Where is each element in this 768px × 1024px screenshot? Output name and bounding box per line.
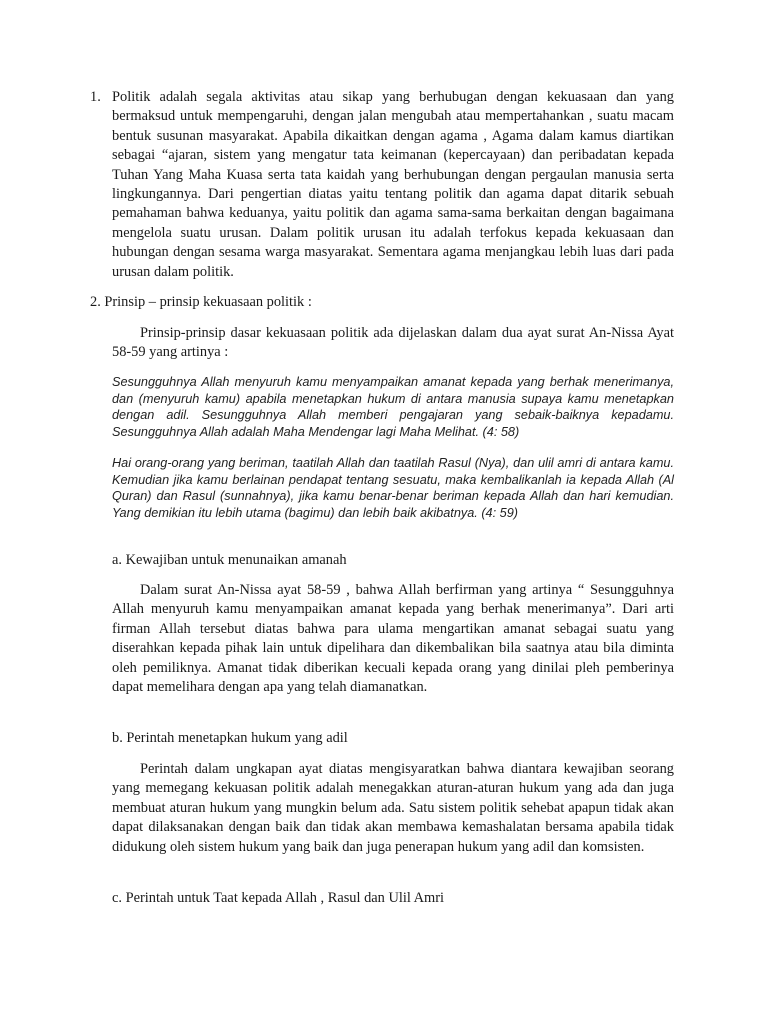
section-b-heading: b. Perintah menetapkan hukum yang adil [112,730,348,746]
section-c-heading: c. Perintah untuk Taat kepada Allah , Rasul dan Ulil Amri [112,890,445,906]
item1-paragraph: Politik adalah segala aktivitas atau sikap yang berhubugan dengan kekuasaan dan yang bermaksud untuk mempengaruhi, dengan jalan mengubah atau mempertahankan , suatu macam bentuk susunan masyarakat. Apabila dikaitkan dengan agama , Agama dalam kamus diartikan sebagai “ajaran, sistem yang mengatur tata keimanan (kepercayaan) dan peribadatan kepada Tuhan Yang Maha Kuasa serta tata kaidah yang berhubungan dengan pergaulan manusia serta lingkungannya. Dari pengertian diatas yaitu tentang politik dan agama dapat ditarik sebuah pemahaman bahwa keduanya, yaitu politik dan agama sama-sama berkaitan dengan bagaimana mengelola suatu urusan. Dalam politik urusan itu adalah terfokus kepada kekuasaan dan hubungan dengan sesama warga masyarakat. Sementara agama menjangkau lebih luas dari pada urusan dalam politik. [112,89,674,280]
item2-intro: Prinsip-prinsip dasar kekuasaan politik ada dijelaskan dalam dua ayat surat An-Nissa Ayat 58-59 yang artinya : [112,325,674,361]
section-a-paragraph: Dalam surat An-Nissa ayat 58-59 , bahwa Allah berfirman yang artinya “ Sesungguhnya Allah menyuruh kamu menyampaikan amanat kepada yang berhak menerimanya”. Dari arti firman Allah tersebut diatas bahwa para ulama mengartikan amanat sebagai suatu yang diserahkan kepada pihak lain untuk dipelihara dan dikembalikan bila saatnya atau bila diminta oleh pemiliknya. Amanat tidak diberikan kecuali kepada orang yang dinilai pleh pemberinya dapat memelihara dengan apa yang telah diamanatkan. [112,582,674,696]
item2-heading: 2. Prinsip – prinsip kekuasaan politik : [90,294,312,310]
quran-quote-4-59: Hai orang-orang yang beriman, taatilah Allah dan taatilah Rasul (Nya), dan ulil amri di antara kamu. Kemudian jika kamu berlainan pendapat tentang sesuatu, maka kembalikanlah ia kepada Allah (Al Quran) dan Rasul (sunnahnya), jika kamu benar-benar beriman kepada Allah dan hari kemudian. Yang demikian itu lebih utama (bagimu) dan lebih baik akibatnya. (4: 59) [112,456,674,520]
item1-number: 1. [90,89,101,105]
section-b-paragraph: Perintah dalam ungkapan ayat diatas mengisyaratkan bahwa diantara kewajiban seorang yang memegang kekuasan politik adalah menegakkan aturan-aturan hukum yang ada dan juga membuat aturan hukum yang mungkin belum ada. Satu sistem politik sehebat apapun tidak akan dapat dilaksanakan dengan baik dan tidak akan membawa kemashalatan bersama apabila tidak didukung oleh sistem hukum yang baik dan juga penerapan hukum yang adil dan komsisten. [112,761,674,855]
section-a-heading: a. Kewajiban untuk menunaikan amanah [112,552,347,568]
quran-quote-4-58: Sesungguhnya Allah menyuruh kamu menyampaikan amanat kepada yang berhak menerimanya, dan (menyuruh kamu) apabila menetapkan hukum di antara manusia supaya kamu menetapkan dengan adil. Sesungguhnya Allah memberi pengajaran yang sebaik-baiknya kepadamu. Sesungguhnya Allah adalah Maha Mendengar lagi Maha Melihat. (4: 58) [112,375,674,439]
